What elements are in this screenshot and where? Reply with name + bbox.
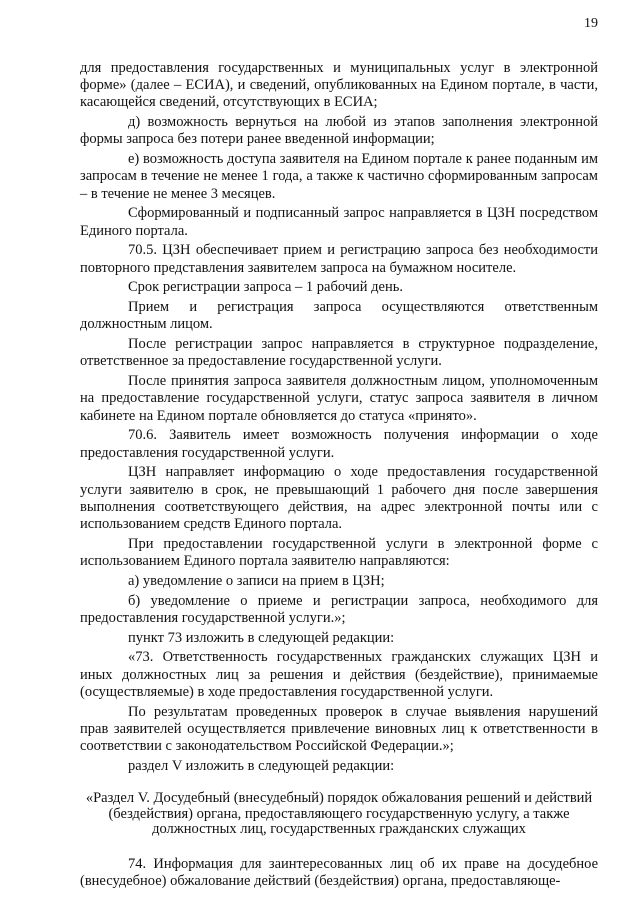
paragraph: ЦЗН направляет информацию о ходе предоставления государственной услуги заявителю в срок, не превышающий 1 рабочего дня после завершения выполнения соответствующего действия, на адрес электронной почты или с использованием средств Единого портала. xyxy=(80,464,598,533)
paragraph: пункт 73 изложить в следующей редакции: xyxy=(128,629,395,646)
paragraph: б) уведомление о приеме и регистрации запроса, необходимого для предоставления государственной услуги.»; xyxy=(80,592,598,626)
paragraph: раздел V изложить в следующей редакции: xyxy=(128,757,395,774)
paragraph: Срок регистрации запроса – 1 рабочий день. xyxy=(128,279,403,296)
paragraph: «73. Ответственность государственных гражданских служащих ЦЗН и иных должностных лиц за решения и действия (бездействие), принимаемые (осуществляемые) в ходе предоставления государственной услуги. xyxy=(80,649,598,700)
paragraph: После регистрации запрос направляется в структурное подразделение, ответственное за предоставление государственной услуги. xyxy=(80,336,598,370)
paragraph: для предоставления государственных и муниципальных услуг в электронной форме» (далее – ЕСИА), и сведений, опубликованных на Едином портале, в части, касающейся сведений, отсутствующих в ЕСИА; xyxy=(80,60,598,111)
paragraph: Прием и регистрация запроса осуществляются ответственным должностным лицом. xyxy=(80,299,598,333)
paragraph: е) возможность доступа заявителя на Едином портале к ранее поданным им запросам в течение не менее 1 года, а также к частично сформированным запросам – в течение не менее 3 месяцев. xyxy=(80,151,598,202)
paragraph: д) возможность вернуться на любой из этапов заполнения электронной формы запроса без потери ранее введенной информации; xyxy=(80,114,598,148)
paragraph: При предоставлении государственной услуги в электронной форме с использованием Единого портала заявителю направляются: xyxy=(80,535,598,570)
section-heading: «Раздел V. Досудебный (внесудебный) порядок обжалования решений и действий (бездействия) органа, предоставляющего государственную услугу, а также должностных лиц, государственных гражданских служащих xyxy=(85,790,593,838)
final-paragraph: 74. Информация для заинтересованных лиц об их праве на досудебное (внесудебное) обжалование действий (бездействия) органа, предоставляюще- xyxy=(80,855,598,889)
paragraph: По результатам проведенных проверок в случае выявления нарушений прав заявителей осуществляется привлечение виновных лиц к ответственности в соответствии с законодательством Российской Федерации.»; xyxy=(80,703,598,755)
document-body xyxy=(80,60,598,893)
paragraph: 70.6. Заявитель имеет возможность получения информации о ходе предоставления государственной услуги. xyxy=(80,427,598,461)
paragraph: Сформированный и подписанный запрос направляется в ЦЗН посредством Единого портала. xyxy=(80,205,598,239)
paragraph: 70.5. ЦЗН обеспечивает прием и регистрацию запроса без необходимости повторного представления заявителем запроса на бумажном носителе. xyxy=(80,242,598,276)
page-number: 19 xyxy=(584,16,598,31)
paragraph: а) уведомление о записи на прием в ЦЗН; xyxy=(128,572,385,589)
paragraph: После принятия запроса заявителя должностным лицом, уполномоченным на предоставление государственной услуги, статус запроса заявителя в личном кабинете на Едином портале обновляется до статуса «принято». xyxy=(80,373,598,424)
